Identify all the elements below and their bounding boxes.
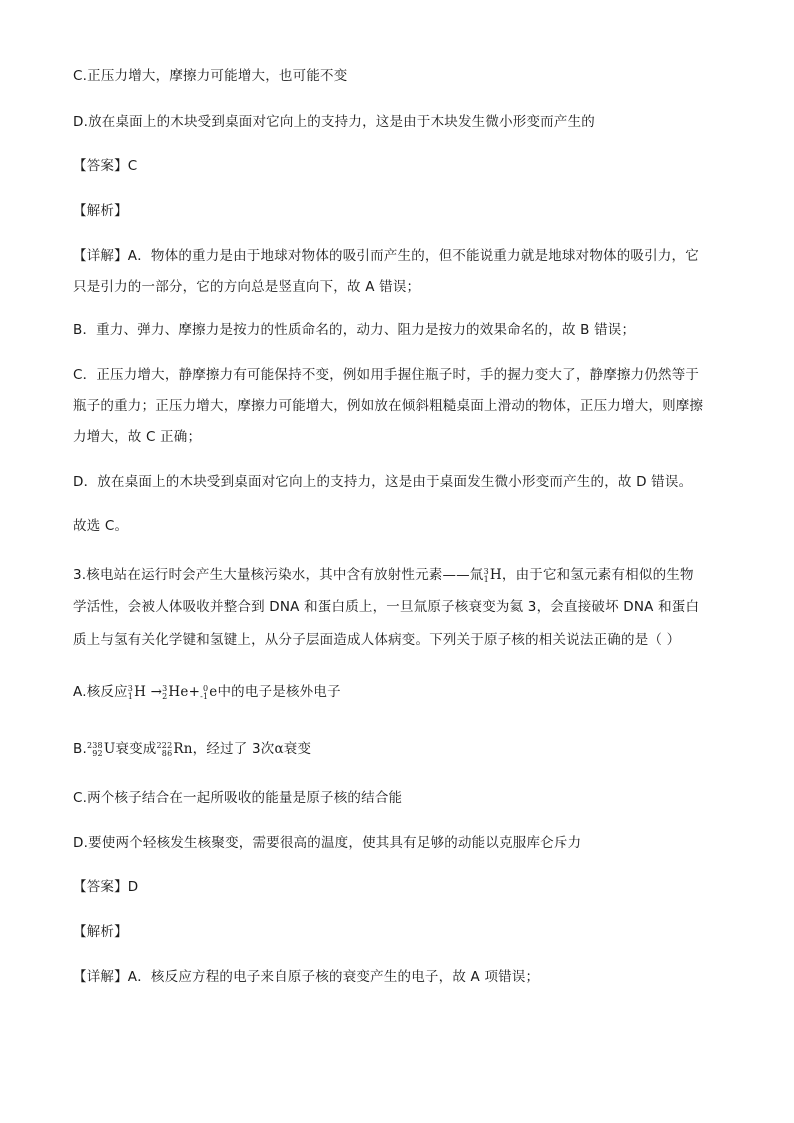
q2-option-d: D.放在桌面上的木块受到桌面对它向上的支持力，这是由于木块发生微小形变而产生的 (73, 114, 595, 130)
q3-option-b: B. 238 92 U衰变成 222 86 Rn，经过了 3次α衰变 (73, 740, 312, 758)
reaction-equation: 3 1 H → 3 2 He+ 0 -1 e (127, 683, 218, 701)
q2-option-c: C.正压力增大，摩擦力可能增大，也可能不变 (73, 68, 348, 84)
q2-analysis-heading: 【解析】 (73, 203, 128, 219)
q3-option-a: A.核反应 3 1 H → 3 2 He+ 0 -1 e中的电子是核外电子 (73, 683, 341, 701)
q2-choice: 故选 C。 (73, 518, 129, 534)
q2-answer: 【答案】C (73, 158, 138, 174)
q2-detail-c-line1: C．正压力增大，静摩擦力有可能保持不变，例如用手握住瓶子时，手的握力变大了，静摩擦力仍然等于 (73, 367, 700, 383)
alpha-symbol: α (274, 741, 284, 757)
radon-symbol: 222 86 Rn (156, 740, 193, 758)
q3-stem-line3: 质上与氢有关化学键和氢键上，从分子层面造成人体病变。下列关于原子核的相关说法正确的是（ ） (73, 632, 681, 648)
q3-stem-text-b: ，由于它和氢元素有相似的生物 (501, 567, 694, 583)
q3-option-c: C.两个核子结合在一起所吸收的能量是原子核的结合能 (73, 790, 403, 806)
q3-option-d: D.要使两个轻核发生核聚变，需要很高的温度，使其具有足够的动能以克服库仑斥力 (73, 835, 582, 851)
q2-detail-a-line2: 只是引力的一部分，它的方向总是竖直向下，故 A 错误； (73, 279, 421, 295)
q3-detail-a: 【详解】A．核反应方程的电子来自原子核的衰变产生的电子，故 A 项错误； (73, 969, 540, 985)
uranium-symbol: 238 92 U (86, 740, 116, 758)
q2-detail-b: B．重力、弹力、摩擦力是按力的性质命名的，动力、阻力是按力的效果命名的，故 B 错误； (73, 322, 636, 338)
q2-detail-c-line2: 瓶子的重力；正压力增大，摩擦力可能增大，例如放在倾斜粗糙桌面上滑动的物体，正压力增大，则摩擦 (73, 398, 704, 414)
q2-detail-a-line1: 【详解】A．物体的重力是由于地球对物体的吸引而产生的，但不能说重力就是地球对物体的吸引力，它 (73, 248, 699, 264)
q3-stem-line1 (73, 565, 733, 585)
q2-detail-d: D．放在桌面上的木块受到桌面对它向上的支持力，这是由于桌面发生微小形变而产生的，故 D 错误。 (73, 474, 693, 490)
q3-answer: 【答案】D (73, 879, 139, 895)
q3-stem-line2: 学活性，会被人体吸收并整合到 DNA 和蛋白质上，一旦氚原子核衰变为氦 3，会直接破坏 DNA 和蛋白 (73, 599, 700, 615)
q3-analysis-heading: 【解析】 (73, 924, 128, 940)
q3-stem-text-a: 3.核电站在运行时会产生大量核污染水，其中含有放射性元素——氚 (73, 567, 484, 583)
q2-detail-c-line3: 力增大，故 C 正确； (73, 429, 202, 445)
tritium-symbol: 3 1 H (483, 566, 502, 584)
